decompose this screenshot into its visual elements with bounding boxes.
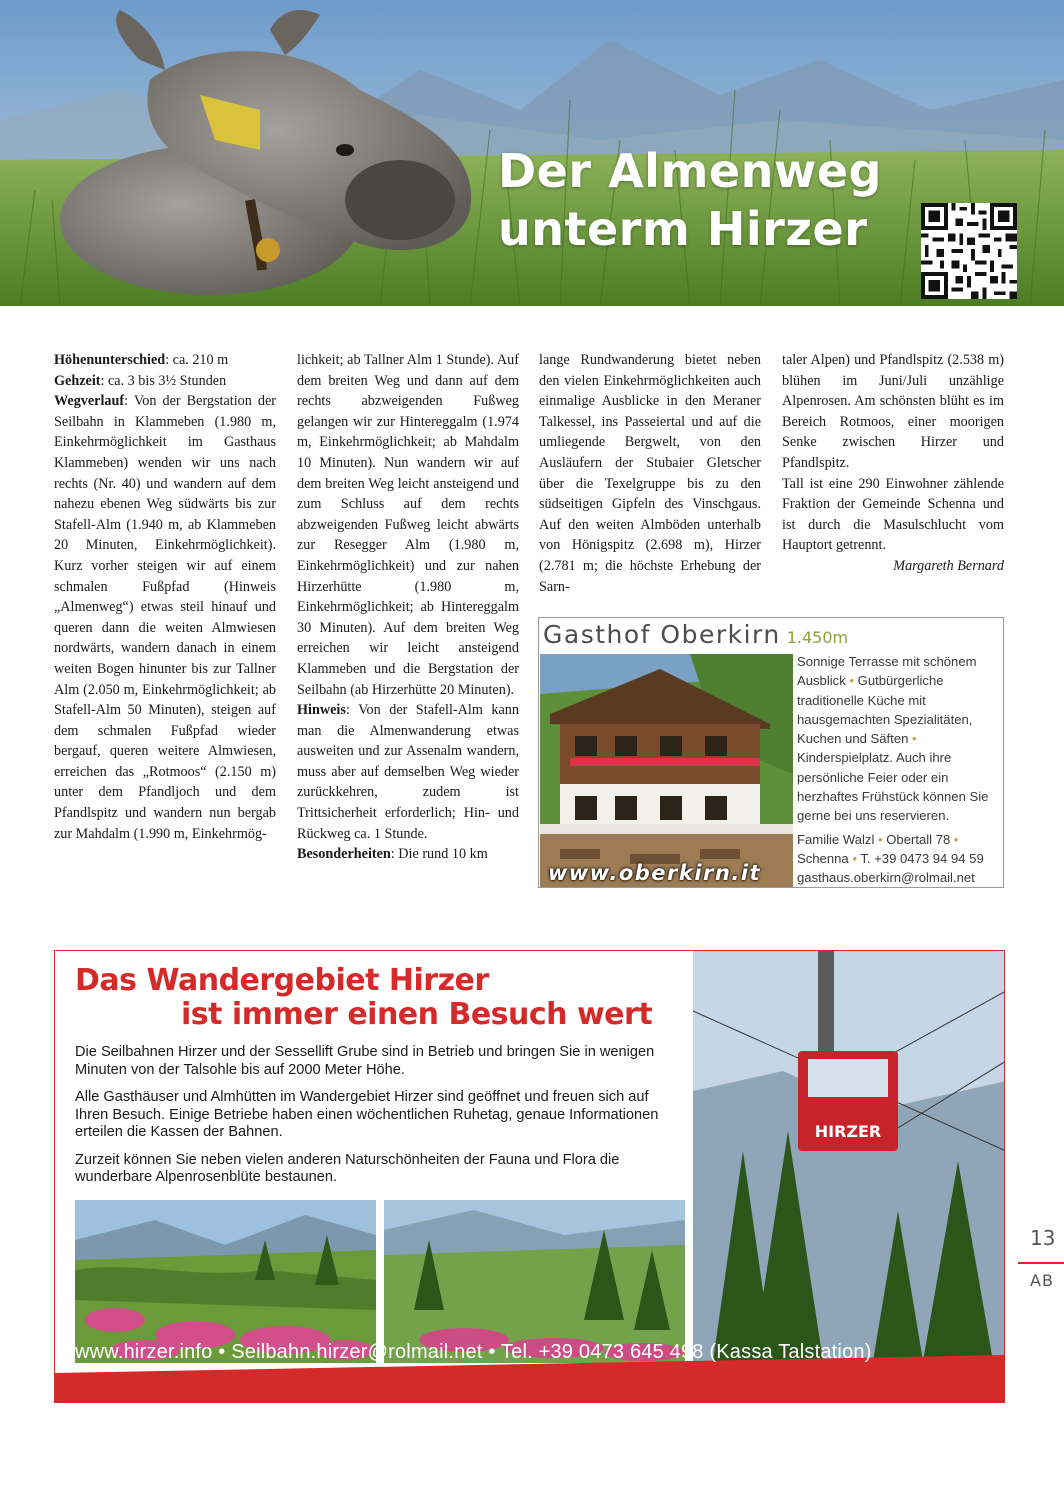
gasthof-altitude: 1.450m — [786, 628, 849, 647]
paragraph — [54, 391, 276, 844]
gasthof-website-link[interactable]: www.oberkirn.it — [548, 861, 762, 885]
paragraph — [297, 844, 519, 865]
field-value: : Von der Bergstation der Seilbahn in Klammeben (1.980 m, Einkehrmöglichkeit im Gasthaus Klammeben) wenden wir uns nach rechts (Nr. 40) und wandern auf dem nahezu ebenen Weg südwärts bis zur Stafell-Alm (1.940 m, ab Klammeben 20 Minuten, Einkehrmöglichkeit). Kurz vorher steigen wir auf einem schmalen Fußpfad (Hinweis „Almenweg“) etwas steil hinauf und queren dann die weiten Almwiesen nordwärts, wandern danach in einem weiten Bogen hinunter bis zur Tallner Alm (2.050 m, Einkehrmöglichkeit; ab Stafell-Alm 50 Minuten), steigen auf dem schmalen Fußpfad wieder bergauf, queren weitere Almwiesen, erreichen das „Rotmoos“ (2.150 m) unter dem Pfandljoch und dem Pfandlspitz und wandern nun bergab zur Mahdalm (1.990 m, Einkehrmög- — [54, 393, 276, 842]
article-column-1 — [54, 350, 276, 844]
page-title-line-1: Der Almenweg — [498, 144, 882, 198]
article-column-3 — [539, 350, 761, 597]
gasthof-contact — [797, 830, 997, 888]
page-code: AB — [1030, 1271, 1054, 1290]
author-name: Margareth Bernard — [893, 557, 1004, 574]
paragraph-text: taler Alpen) und Pfandlspitz (2.538 m) blühen im Juni/Juli unzählige Alpenrosen. Am schönsten blüht es im Bereich Rotmoos, einer moorigen Senke zwischen Hirzer und Pfandlspitz. — [782, 352, 1004, 471]
qr-code-icon[interactable] — [921, 203, 1017, 299]
chalet-image — [540, 654, 793, 887]
ad-title-line-2: ist immer einen Besuch wert — [181, 997, 653, 1032]
bullet-icon: • — [852, 850, 857, 866]
feature-text: Sonnige Terrasse mit schönem Ausblick — [797, 654, 977, 689]
gasthof-features — [797, 652, 997, 826]
gasthof-header — [543, 620, 848, 649]
paragraph-text: lange Rundwanderung bietet neben den vielen Einkehrmöglichkeiten auch einmalige Ausblicke in den Meraner Talkessel, ins Passeiertal und auf die umliegende Bergwelt, von den Ausläufern der Stubaier Gletscher über die Texelgruppe bis zu den südseitigen Gipfeln des Vinschgaus. Auf den weiten Almböden unterhalb von Hönigspitz (2.698 m), Hirzer (2.781 m; die höchste Erhebung der Sarn- — [539, 352, 761, 595]
page-number-divider — [1018, 1262, 1064, 1264]
gasthof-description — [797, 652, 997, 888]
field-value: : ca. 210 m — [165, 352, 229, 368]
feature-text: Kinderspielplatz. Auch ihre persönliche Feier oder ein herzhaftes Frühstück können Sie gerne bei uns reservieren. — [797, 750, 989, 824]
contact-text: Obertall 78 — [882, 831, 954, 847]
ad-title-line-1: Das Wandergebiet Hirzer — [75, 963, 489, 998]
paragraph — [782, 474, 1004, 556]
gasthof-phone[interactable]: T. +39 0473 94 94 59 — [856, 850, 984, 866]
paragraph — [297, 350, 519, 700]
ad-paragraph: Alle Gasthäuser und Almhütten im Wandergebiet Hirzer sind geöffnet und freuen sich auf Ihren Besuch. Einige Betriebe haben einen wöchentlichen Ruhetag, genaue Informationen erteilen die Kassen der Bahnen. — [75, 1089, 659, 1140]
bullet-icon: • — [849, 673, 854, 689]
ad-body — [75, 1044, 675, 1197]
field-value: : Von der Stafell-Alm kann man die Almenwanderung etwas ausweiten und zur Assenalm wandern, muss aber auf demselben Weg wieder zurückkehren, zudem ist Trittsicherheit erforderlich; Hin- und Rückweg ca. 1 Stunde. — [297, 702, 519, 842]
paragraph-text: lichkeit; ab Tallner Alm 1 Stunde). Auf dem breiten Weg und dann auf dem rechts abzweigenden Fußweg gelangen wir zur Hintereggalm (1.974 m, Einkehrmöglichkeit; ab Mahdalm 10 Minuten). Nun wandern wir auf dem breiten Weg leicht ansteigend und zum Schluss auf dem rechts abzweigenden Fußweg leicht abwärts zur Resegger Alm (1.980 m, Einkehrmöglichkeit) und zur nahen Hirzerhütte (1.980 m, Einkehrmöglichkeit; ab Hintereggalm 30 Minuten). Auf dem breiten Weg erreichen wir leicht ansteigend Klammeben und die Bergstation der Seilbahn (ab Hirzerhütte 20 Minuten). — [297, 352, 519, 698]
bullet-icon: • — [878, 831, 883, 847]
paragraph — [297, 700, 519, 844]
article-column-4 — [782, 350, 1004, 577]
contact-text: Schenna — [797, 850, 853, 866]
hero-banner — [0, 0, 1064, 306]
paragraph — [782, 350, 1004, 474]
field-label: Besonderheiten — [297, 846, 391, 863]
gasthof-photo — [540, 654, 793, 887]
field-value: : ca. 3 bis 3½ Stunden — [100, 372, 227, 389]
paragraph-text: Tall ist eine 290 Einwohner zählende Fraktion der Gemeinde Schenna und ist durch die Masulschlucht vom Hauptort getrennt. — [782, 475, 1004, 554]
paragraph — [54, 350, 276, 371]
bullet-icon: • — [912, 731, 917, 747]
gondola-label: HIRZER — [814, 1122, 882, 1141]
page-title — [498, 142, 882, 258]
page-number: 13 — [1030, 1226, 1056, 1250]
page-title-line-2: unterm Hirzer — [498, 202, 868, 256]
article-column-2 — [297, 350, 519, 865]
field-value: : Die rund 10 km — [390, 846, 488, 863]
bullet-icon: • — [953, 831, 959, 847]
paragraph — [54, 371, 276, 392]
gasthof-email-link[interactable]: gasthaus.oberkirn@rolmail.net — [797, 870, 975, 886]
hirzer-ad — [54, 950, 1005, 1403]
field-label: Hinweis — [297, 702, 346, 719]
ad-paragraph: Die Seilbahnen Hirzer und der Sessellift Grube sind in Betrieb und bringen Sie in wenigen Minuten von der Talsohle bis auf 2000 Meter Höhe. — [75, 1044, 655, 1078]
contact-text: Familie Walzl — [797, 831, 878, 847]
gasthof-name: Gasthof Oberkirn — [543, 620, 781, 649]
gasthof-ad — [538, 617, 1004, 888]
contact-footer[interactable]: www.hirzer.info • Seilbahn.hirzer@rolmail.net • Tel. +39 0473 645 498 (Kassa Talstation) — [75, 1341, 872, 1363]
field-label: Wegverlauf — [54, 393, 125, 410]
cable-car-photo — [693, 951, 1005, 1361]
feature-text: Gutbürgerliche traditionelle Küche mit hausgemachten Spezialitäten, Kuchen und Säften — [797, 673, 973, 747]
ad-paragraph: Zurzeit können Sie neben vielen anderen Naturschönheiten der Fauna und Flora die wunderbare Alpenrosenblüte bestaunen. — [75, 1151, 620, 1185]
paragraph — [539, 350, 761, 597]
field-label: Gehzeit — [54, 372, 101, 389]
field-label: Höhenunterschied — [54, 352, 166, 368]
